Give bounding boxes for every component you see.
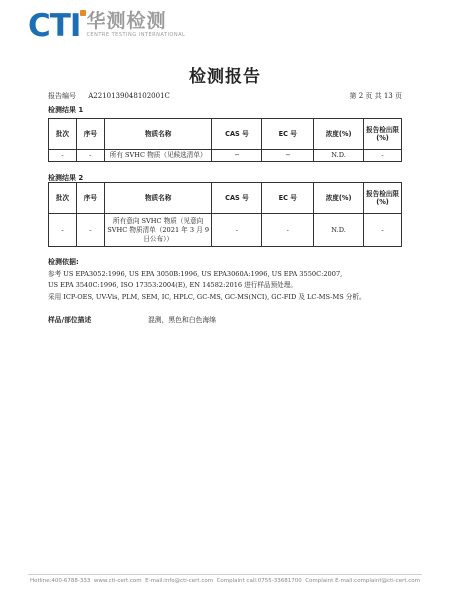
header-cas: CAS 号 — [212, 183, 262, 214]
header-detection-limit: 报告检出限(%) — [364, 119, 402, 150]
cell-index: - — [76, 150, 104, 162]
cell-ec: - — [262, 214, 314, 247]
footer-complaint-email: Complaint E-mail:complaint@cti-cert.com — [305, 578, 420, 584]
page-indicator: 第 2 页 共 13 页 — [349, 92, 402, 100]
cell-ec: − — [262, 150, 314, 162]
results-table-2 — [48, 182, 402, 247]
sample-value: 混测，黑色和白色海绵 — [148, 316, 216, 324]
table-row — [49, 214, 402, 247]
header-concentration: 浓度(%) — [314, 183, 364, 214]
cell-batch: - — [49, 214, 77, 247]
logo-chinese-name: 华测检测 — [86, 10, 167, 32]
company-logo — [28, 8, 185, 44]
cell-index: - — [76, 214, 104, 247]
test-basis-line: 采用 ICP-OES, UV-Vis, PLM, SEM, IC, HPLC, GC-MS, GC-MS(NCI), GC-FID 及 LC-MS-MS 分析。 — [48, 292, 366, 301]
test-basis-line: US EPA 3540C:1996, ISO 17353:2004(E), EN 14582:2016 进行样品预处理。 — [48, 281, 297, 289]
header-ec: EC 号 — [262, 183, 314, 214]
header-substance: 物质名称 — [104, 119, 212, 150]
header-concentration: 浓度(%) — [314, 119, 364, 150]
cell-substance: 所有意向 SVHC 物质（见意向SVHC 物质清单（2021 年 3 月 9日公布）） — [104, 214, 212, 247]
test-basis — [48, 257, 408, 303]
cell-detection-limit: - — [364, 150, 402, 162]
header-batch: 批次 — [49, 183, 77, 214]
header-substance: 物质名称 — [104, 183, 212, 214]
footer-email: E-mail:info@cti-cert.com — [145, 578, 214, 584]
header-detection-limit: 报告检出限(%) — [364, 183, 402, 214]
results-table-1 — [48, 118, 402, 162]
test-basis-line: 参考 US EPA3052:1996, US EPA 3050B:1996, US EPA3060A:1996, US EPA 3550C:2007, — [48, 269, 343, 278]
header-batch: 批次 — [49, 119, 77, 150]
table-header-row — [49, 183, 402, 214]
section2-title: 检测结果 2 — [48, 174, 84, 182]
sample-label: 样品/部位描述 — [48, 316, 92, 324]
header-index: 序号 — [76, 119, 104, 150]
footer-divider — [28, 574, 422, 575]
cell-detection-limit: - — [364, 214, 402, 247]
footer-hotline: Hotline:400-6788-333 — [30, 578, 91, 584]
logo-brand: CTI — [28, 8, 81, 44]
cell-substance: 所有 SVHC 物质（见候选清单） — [104, 150, 212, 162]
report-number: A2210139048102001C — [88, 92, 170, 100]
cell-cas: − — [212, 150, 262, 162]
sample-description — [48, 314, 216, 324]
report-title: 检测报告 — [189, 67, 261, 87]
logo-english-name: CENTRE TESTING INTERNATIONAL — [86, 32, 186, 38]
header-cas: CAS 号 — [212, 119, 262, 150]
cell-concentration: N.D. — [314, 150, 364, 162]
cell-batch: - — [49, 150, 77, 162]
cell-concentration: N.D. — [314, 214, 364, 247]
section1-title: 检测结果 1 — [48, 106, 84, 114]
table-header-row — [49, 119, 402, 150]
test-basis-title: 检测依据: — [48, 258, 79, 266]
footer-complaint-call: Complaint call:0755-33681700 — [216, 578, 302, 584]
footer — [30, 578, 420, 584]
logo-dot — [80, 10, 86, 16]
header-ec: EC 号 — [262, 119, 314, 150]
footer-website: www.cti-cert.com — [93, 578, 142, 584]
cell-cas: - — [212, 214, 262, 247]
report-meta — [48, 91, 402, 101]
table-row — [49, 150, 402, 162]
report-number-label: 报告编号 — [48, 92, 76, 100]
header-index: 序号 — [76, 183, 104, 214]
